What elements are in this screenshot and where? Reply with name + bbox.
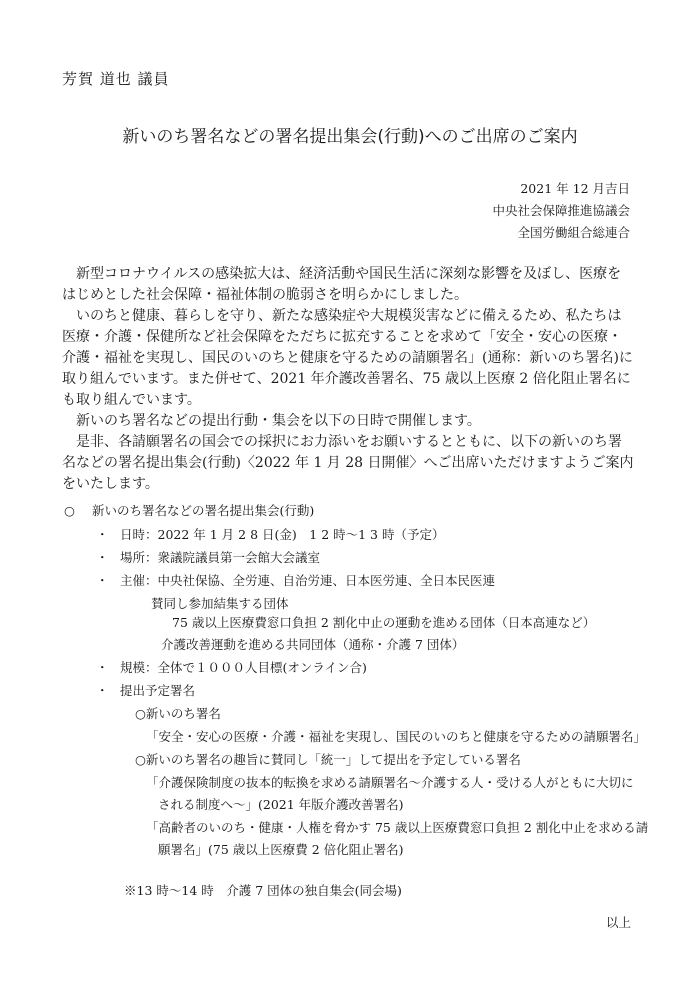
event-place: 場所：衆議院議員第一会館大会議室: [120, 550, 321, 565]
supporter-item: 75 歳以上医療費窓口負担 2 割化中止の運動を進める団体（日本高連など）: [172, 615, 596, 630]
page-title: 新いのち署名などの署名提出集会(行動)へのご出席のご案内: [122, 127, 578, 147]
body-line: 医療・介護・保健所など社会保障をただちに拡充することを求めて「安全・安心の医療・: [62, 329, 622, 345]
addressee: 芳賀 道也 議員: [62, 70, 170, 88]
event-scale: 規模：全体で１０００人目標(オンライン合): [120, 660, 367, 675]
supporter-item: 介護改善運動を進める共同団体（通称・介護 7 団体）: [161, 637, 465, 652]
petition-item: 「高齢者のいのち・健康・人権を脅かす 75 歳以上医療費窓口負担 2 割化中止を求める請: [146, 820, 649, 835]
body-line: 是非、各請願署名の国会での採択にお力添いをお願いするとともに、以下の新いのち署: [76, 434, 622, 450]
petition-item: される制度へ～」(2021 年版介護改善署名): [158, 797, 404, 812]
sender-block: [492, 178, 630, 244]
note: ※13 時～14 時 介護 7 団体の独自集会(同会場): [124, 883, 402, 898]
bullet: ・: [96, 660, 109, 675]
petition-group: ○新いのち署名: [135, 706, 221, 721]
bullet: ・: [96, 573, 109, 588]
issue-date: 2021 年 12 月吉日: [520, 181, 630, 196]
bullet: ・: [96, 683, 109, 698]
bullet: ・: [96, 527, 109, 542]
event-organizers: 主催：中央社保協、全労連、自治労連、日本医労連、全日本民医連: [120, 573, 496, 588]
closing: 以上: [606, 915, 632, 930]
heading-marker: ○: [64, 503, 75, 518]
body-line: 介護・福祉を実現し、国民のいのちと健康を守るための請願署名」(通称：新いのち署名)に: [62, 350, 633, 366]
sender-org-1: 中央社会保障推進協議会: [492, 203, 630, 218]
body-line: も取り組んでいます。: [62, 392, 201, 408]
petition-item: 「介護保険制度の抜本的転換を求める請願署名～介護する人・受ける人がともに大切に: [146, 775, 634, 790]
body-line: 新型コロナウイルスの感染拡大は、経済活動や国民生活に深刻な影響を及ぼし、医療を: [76, 266, 622, 282]
petition-item: 「安全・安心の医療・介護・福祉を実現し、国民のいのちと健康を守るための請願署名」: [146, 729, 647, 744]
body-line: をいたします。: [62, 476, 159, 492]
body-line: はじめとした社会保障・福祉体制の脆弱さを明らかにしました。: [62, 287, 468, 303]
event-date: 日時：2022 年 1 月 2 8 日(金) 1 2 時～1 3 時（予定）: [120, 527, 445, 542]
body-line: いのちと健康、暮らしを守り、新たな感染症や大規模災害などに備えるため、私たちは: [76, 308, 622, 324]
bullet: ・: [96, 550, 109, 565]
body-line: 名などの署名提出集会(行動)〈2022 年 1 月 28 日開催〉へご出席いただけますようご案内: [62, 455, 634, 471]
petition-group: ○新いのち署名の趣旨に賛同し「統一」して提出を予定している署名: [135, 752, 521, 767]
body-line: 取り組んでいます。また併せて、2021 年介護改善署名、75 歳以上医療 2 倍化阻止署名に: [62, 371, 631, 387]
body-line: 新いのち署名などの提出行動・集会を以下の日時で開催します。: [76, 413, 481, 429]
sender-org-2: 全国労働組合総連合: [517, 225, 630, 240]
details-heading: 新いのち署名などの署名提出集会(行動): [92, 503, 315, 518]
petitions-heading: 提出予定署名: [120, 683, 196, 698]
supporters-heading: 賛同し参加結集する団体: [151, 596, 289, 611]
petition-item: 願署名」(75 歳以上医療費 2 倍化阻止署名): [158, 842, 404, 857]
